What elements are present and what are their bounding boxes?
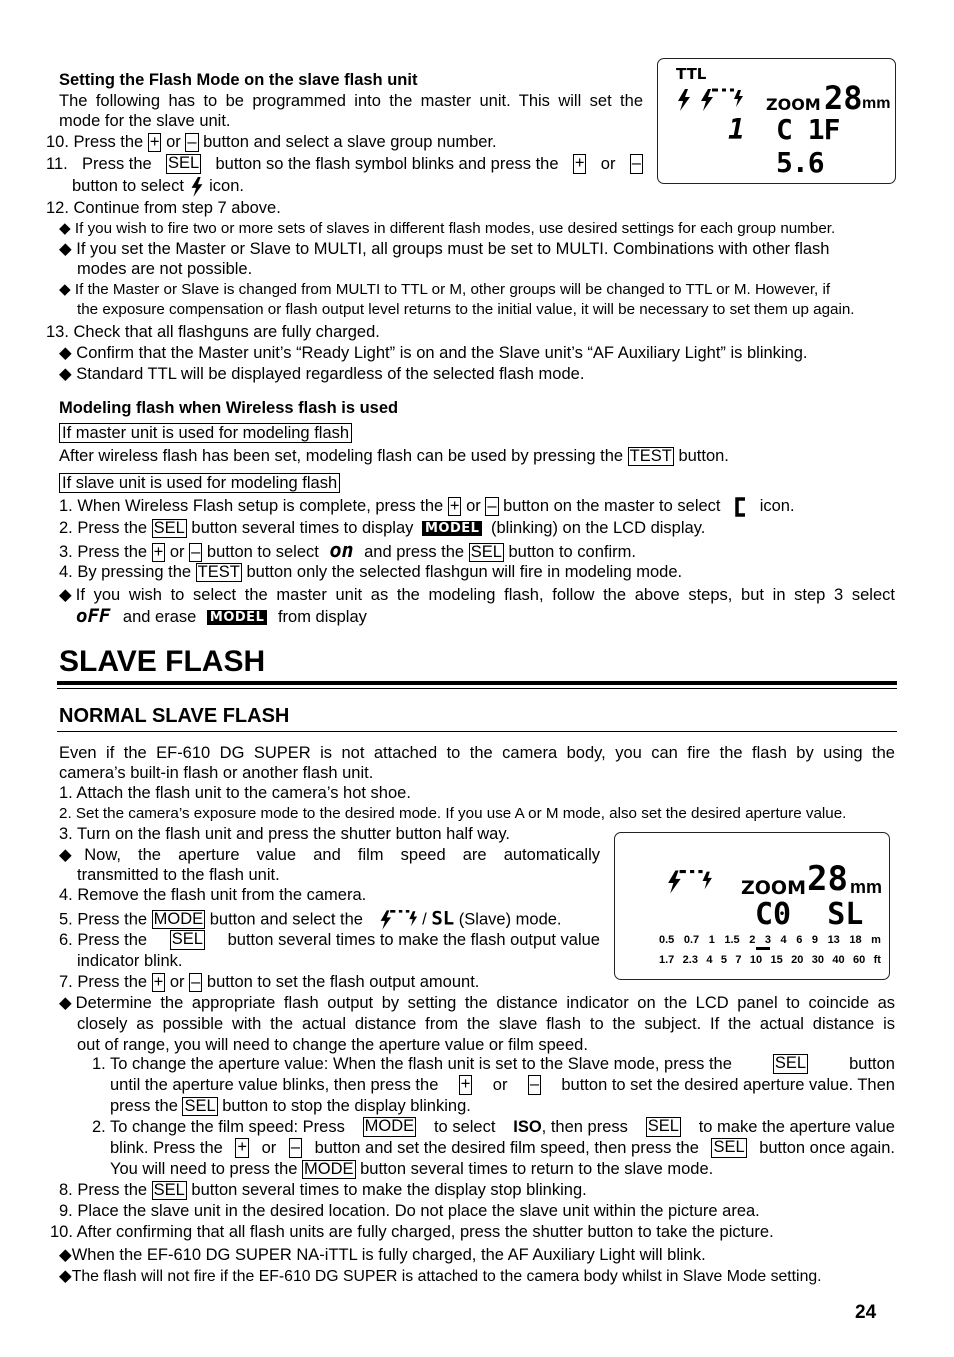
bracket-c-icon (733, 497, 747, 517)
slave-step-9: 9. Place the slave unit in the desired location. Do not place the slave unit within the picture area. (59, 1202, 760, 1220)
meter-scale-value: 1 (708, 934, 715, 946)
meter-scale-value: 13 (827, 934, 840, 946)
lcd-zoom-label: ZOOM (766, 95, 821, 114)
step-11-cont: button to select icon. (72, 177, 244, 195)
slave-step-4: 4. Remove the flash unit from the camera. (59, 886, 367, 904)
boxed-subtitle: If master unit is used for modeling flash (59, 423, 352, 443)
lcd-distance-scale (659, 933, 881, 967)
plus-key: + (574, 154, 585, 172)
plus-key: + (449, 497, 460, 515)
test-key: TEST (629, 447, 672, 465)
lcd-ttl-label: TTL (676, 65, 707, 83)
note-bullet: ◆ Confirm that the Master unit’s “Ready Light” is on and the Slave unit’s “AF Auxiliary Light” is blinking. (59, 344, 808, 362)
plus-key: + (460, 1075, 471, 1093)
mode-key: MODE (304, 1160, 354, 1178)
slave-step-5: 5. Press the MODE button and select the / SL (Slave) mode. (59, 908, 562, 932)
slave-step-6-cont: indicator blink. (77, 952, 183, 970)
slave-step-1: 1. Attach the flash unit to the camera’s hot shoe. (59, 784, 411, 802)
plus-key: + (153, 543, 164, 561)
section-title-slave-mode: Setting the Flash Mode on the slave flash unit (59, 71, 418, 89)
sel-key: SEL (153, 1181, 185, 1199)
feet-scale-value: 2.3 (682, 954, 698, 966)
paragraph-line: Even if the EF-610 DG SUPER is not attached to the camera body, you can fire the flash by using the (59, 744, 895, 762)
sel-key: SEL (171, 930, 203, 948)
slave-step-6: 6. Press the SEL button several times to make the flash output value (59, 930, 600, 949)
sel-key: SEL (470, 543, 502, 561)
meter-scale (659, 933, 881, 947)
plus-key: + (237, 1138, 248, 1156)
page-heading: SLAVE FLASH (59, 645, 266, 678)
note-bullet: ◆ If you set the Master or Slave to MULTI, all groups must be set to MULTI. Combinations with other flash (59, 240, 830, 258)
note-bullet: ◆ If the Master or Slave is changed from MULTI to TTL or M, other groups will be changed to TTL or M. However, if (59, 281, 831, 298)
note-bullet: ◆When the EF-610 DG SUPER NA-iTTL is fully charged, the AF Auxiliary Light will blink. (59, 1246, 706, 1264)
feet-scale-value: 1.7 (659, 954, 675, 966)
minus-key: – (487, 497, 497, 515)
lcd-display-slave (614, 832, 890, 980)
sub-step-1-cont: until the aperture value blinks, then press the + or – button to set the desired aperture value. Then (110, 1075, 895, 1094)
wireless-flash-icon (378, 908, 418, 932)
lcd-zoom-unit: mm (862, 95, 891, 112)
mode-key: MODE (153, 910, 204, 929)
feet-scale-value: 10 (749, 954, 763, 966)
paragraph-line: The following has to be programmed into the master unit. This will set the (59, 92, 643, 110)
note-bullet-cont: the exposure compensation or flash output level returns to the initial value, it will be necessary to set them up again. (77, 301, 855, 318)
lcd-mode-value: C0 SL (755, 897, 864, 932)
sub-heading-rule (57, 731, 897, 732)
minus-key: – (290, 1138, 300, 1156)
flash-bolt-icon (189, 177, 205, 197)
sub-step-2-cont: blink. Press the + or – button and set the desired film speed, then press the SEL button once again. (110, 1138, 895, 1157)
feet-scale-value: 15 (770, 954, 783, 966)
boxed-subtitle: If slave unit is used for modeling flash (59, 473, 340, 493)
feet-scale-value: 4 (706, 954, 713, 966)
scale-marker (756, 947, 770, 950)
flash-bolt-icon (676, 89, 692, 111)
wireless-flash-icon (698, 87, 744, 113)
feet-scale-value: 60 (852, 954, 866, 966)
feet-scale (659, 953, 881, 967)
note-bullet: ◆If you wish to select the master unit as the modeling flash, follow the above steps, but in step 3 select (59, 586, 895, 604)
off-indicator: oFF (76, 605, 111, 627)
meter-scale-value: 1.5 (724, 934, 740, 946)
meter-scale-value: m (871, 934, 881, 946)
test-key: TEST (197, 563, 240, 581)
slave-step-3: 3. Turn on the flash unit and press the shutter button half way. (59, 825, 510, 843)
page-number: 24 (855, 1302, 877, 1323)
feet-scale-value: 7 (735, 954, 742, 966)
on-indicator: on (329, 538, 354, 562)
model-indicator: MODEL (422, 521, 482, 536)
meter-scale-value: 0.7 (683, 934, 700, 946)
paragraph-line: After wireless flash has been set, modeling flash can be used by pressing the TEST button. (59, 447, 729, 465)
plus-key: + (149, 133, 160, 151)
sub-step-1: 1. To change the aperture value: When the flash unit is set to the Slave mode, press the SEL button (92, 1054, 895, 1073)
note-bullet: ◆Determine the appropriate flash output by setting the distance indicator on the LCD panel to coincide as (59, 994, 895, 1012)
sel-key: SEL (153, 519, 185, 537)
sub-step-2: 2. To change the film speed: Press MODE to select ISO, then press SEL to make the aperture value (92, 1117, 895, 1136)
sub-step-1-cont: press the SEL button to stop the display blinking. (110, 1097, 471, 1115)
lcd-zoom-value: 28 (824, 79, 863, 117)
meter-scale-value: 2 (749, 934, 756, 946)
meter-scale-value: 4 (780, 934, 787, 946)
sub-heading: NORMAL SLAVE FLASH (59, 705, 290, 727)
section-title-modeling: Modeling flash when Wireless flash is used (59, 399, 399, 417)
sel-key: SEL (647, 1117, 679, 1135)
minus-key: – (191, 973, 201, 991)
note-bullet: ◆ Standard TTL will be displayed regardless of the selected flash mode. (59, 365, 585, 383)
meter-scale-value: 3 (764, 934, 771, 946)
minus-key: – (631, 154, 641, 172)
modeling-step-4: 4. By pressing the TEST button only the selected flashgun will fire in modeling mode. (59, 563, 683, 581)
note-bullet: ◆Now, the aperture value and film speed are automatically (59, 846, 600, 864)
note-bullet: ◆ If you wish to fire two or more sets of slaves in different flash modes, use desired settings for each group number. (59, 220, 836, 237)
meter-scale-value: 18 (849, 934, 862, 946)
modeling-step-2: 2. Press the SEL button several times to display MODEL (blinking) on the LCD display. (59, 519, 706, 537)
sel-key: SEL (774, 1054, 807, 1072)
meter-scale-value: 0.5 (659, 934, 675, 946)
minus-key: – (529, 1075, 539, 1093)
heading-rule-thin (57, 688, 897, 689)
slave-step-8: 8. Press the SEL button several times to make the display stop blinking. (59, 1181, 587, 1199)
step-12: 12. Continue from step 7 above. (46, 199, 281, 217)
minus-key: – (187, 133, 197, 151)
plus-key: + (153, 973, 164, 991)
feet-scale-value: 40 (832, 954, 845, 966)
note-bullet-cont: transmitted to the flash unit. (77, 866, 280, 884)
feet-scale-value: ft (873, 954, 881, 966)
slave-step-2: 2. Set the camera’s exposure mode to the desired mode. If you use A or M mode, also set the desired aperture value. (59, 805, 847, 822)
lcd-mode-value: C 1F 5.6 (776, 113, 840, 179)
minus-key: – (191, 543, 201, 561)
paragraph-line: mode for the slave unit. (59, 112, 231, 130)
step-10: 10. Press the + or – button and select a slave group number. (46, 133, 497, 151)
sel-key: SEL (184, 1097, 216, 1115)
lcd-group-number: 1 (728, 113, 745, 146)
note-bullet: ◆The flash will not fire if the EF-610 DG SUPER is attached to the camera body whilst in Slave Mode setting. (59, 1267, 822, 1285)
lcd-zoom-value: 28 (807, 859, 848, 899)
mode-key: MODE (364, 1117, 415, 1135)
feet-scale-value: 5 (720, 954, 727, 966)
step-13: 13. Check that all flashguns are fully charged. (46, 323, 380, 341)
meter-scale-value: 9 (811, 934, 819, 946)
step-11: 11. Press the SEL button so the flash symbol blinks and press the + or – (46, 154, 641, 173)
heading-rule (57, 681, 897, 685)
sel-key: SEL (168, 154, 200, 172)
sub-step-2-cont: You will need to press the MODE button several times to return to the slave mode. (110, 1160, 714, 1178)
model-indicator: MODEL (207, 610, 267, 625)
note-bullet-cont: out of range, you will need to change the aperture value or film speed. (77, 1036, 588, 1054)
feet-scale-value: 20 (791, 954, 804, 966)
sel-key: SEL (713, 1138, 745, 1156)
note-bullet-cont: closely as possible with the actual distance from the slave flash to the subject. If the actual distance is (77, 1015, 895, 1033)
modeling-step-1: 1. When Wireless Flash setup is complete, press the + or – button on the master to select icon. (59, 497, 795, 515)
note-bullet-cont: oFF and erase MODEL from display (76, 605, 367, 627)
wireless-flash-icon (665, 867, 713, 897)
lcd-display-master (657, 58, 896, 184)
lcd-zoom-unit: mm (850, 877, 883, 897)
meter-scale-value: 6 (796, 934, 803, 946)
paragraph-line: camera’s built-in flash or another flash unit. (59, 764, 374, 782)
note-bullet-cont: modes are not possible. (77, 260, 253, 278)
feet-scale-value: 30 (811, 954, 824, 966)
slave-step-10: 10. After confirming that all flash units are fully charged, press the shutter button to take the picture. (50, 1223, 774, 1241)
sl-indicator: SL (431, 907, 455, 930)
lcd-zoom-label: ZOOM (741, 877, 806, 899)
slave-step-7: 7. Press the + or – button to set the flash output amount. (59, 973, 480, 991)
modeling-step-3: 3. Press the + or – button to select on and press the SEL button to confirm. (59, 538, 636, 562)
